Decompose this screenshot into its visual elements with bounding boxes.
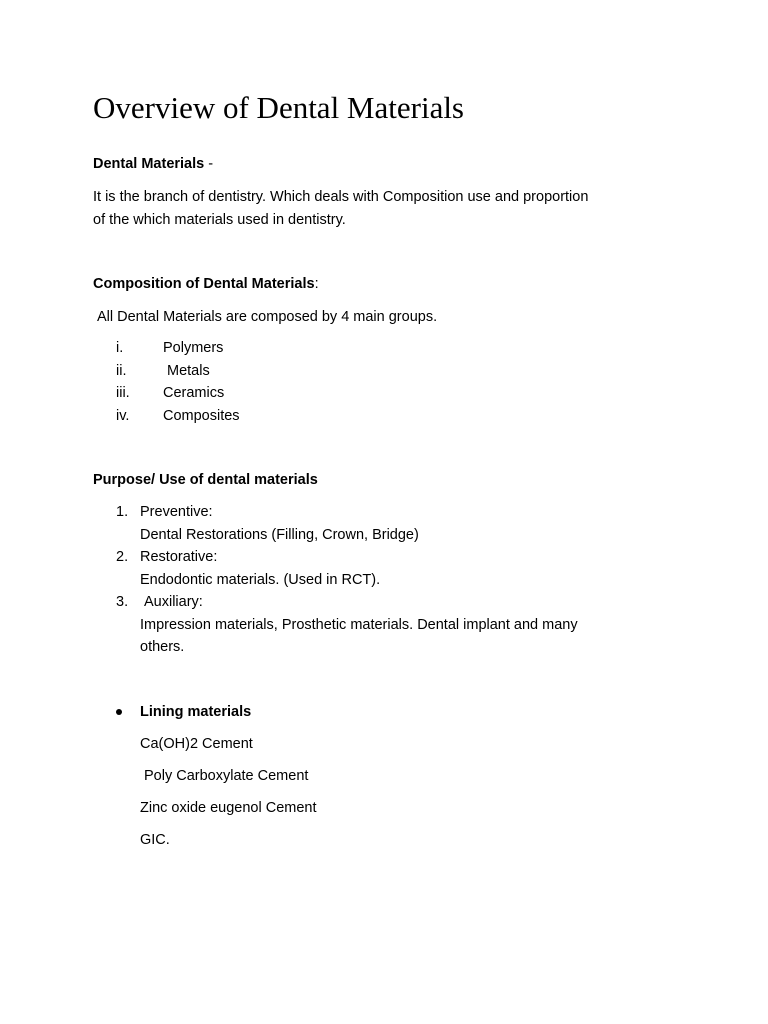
composition-heading-line [93,273,319,295]
composition-heading: Composition of Dental Materials [93,276,315,292]
lining-heading: Lining materials [140,704,252,720]
composition-item-number: ii. [116,363,127,379]
purpose-item-label: Auxiliary: [144,594,203,610]
lining-item: GIC. [140,832,170,848]
composition-intro: All Dental Materials are composed by 4 main groups. [97,309,438,325]
purpose-item-number: 3. [116,594,129,610]
document-title: Overview of Dental Materials [93,90,465,125]
purpose-item-detail: Impression materials, Prosthetic materials. Dental implant and many [140,617,578,633]
purpose-item-number: 2. [116,549,129,565]
lining-item: Zinc oxide eugenol Cement [140,800,317,816]
purpose-item-label: Restorative: [140,549,218,565]
purpose-heading: Purpose/ Use of dental materials [93,472,318,488]
purpose-item-detail: Dental Restorations (Filling, Crown, Bridge) [140,527,419,543]
definition-heading-line [93,153,213,175]
purpose-item-detail-continued: others. [140,639,185,655]
definition-text-line-2: of the which materials used in dentistry. [93,212,346,228]
composition-item-number: iii. [116,385,130,401]
purpose-item-label: Preventive: [140,504,213,520]
purpose-item-number: 1. [116,504,129,520]
lining-item: Poly Carboxylate Cement [144,768,309,784]
composition-item-number: i. [116,340,124,356]
definition-text-line-1: It is the branch of dentistry. Which deals with Composition use and proportion [93,189,589,205]
composition-heading-suffix: : [314,276,319,292]
composition-item-label: Metals [167,363,210,379]
composition-item-number: iv. [116,408,130,424]
definition-heading-suffix: - [208,156,214,172]
composition-item-label: Polymers [163,340,224,356]
composition-item-label: Ceramics [163,385,225,401]
composition-item-label: Composites [163,408,240,424]
lining-item: Ca(OH)2 Cement [140,736,253,752]
bullet-icon [116,709,122,715]
purpose-item-detail: Endodontic materials. (Used in RCT). [140,572,381,588]
definition-heading: Dental Materials [93,156,205,172]
